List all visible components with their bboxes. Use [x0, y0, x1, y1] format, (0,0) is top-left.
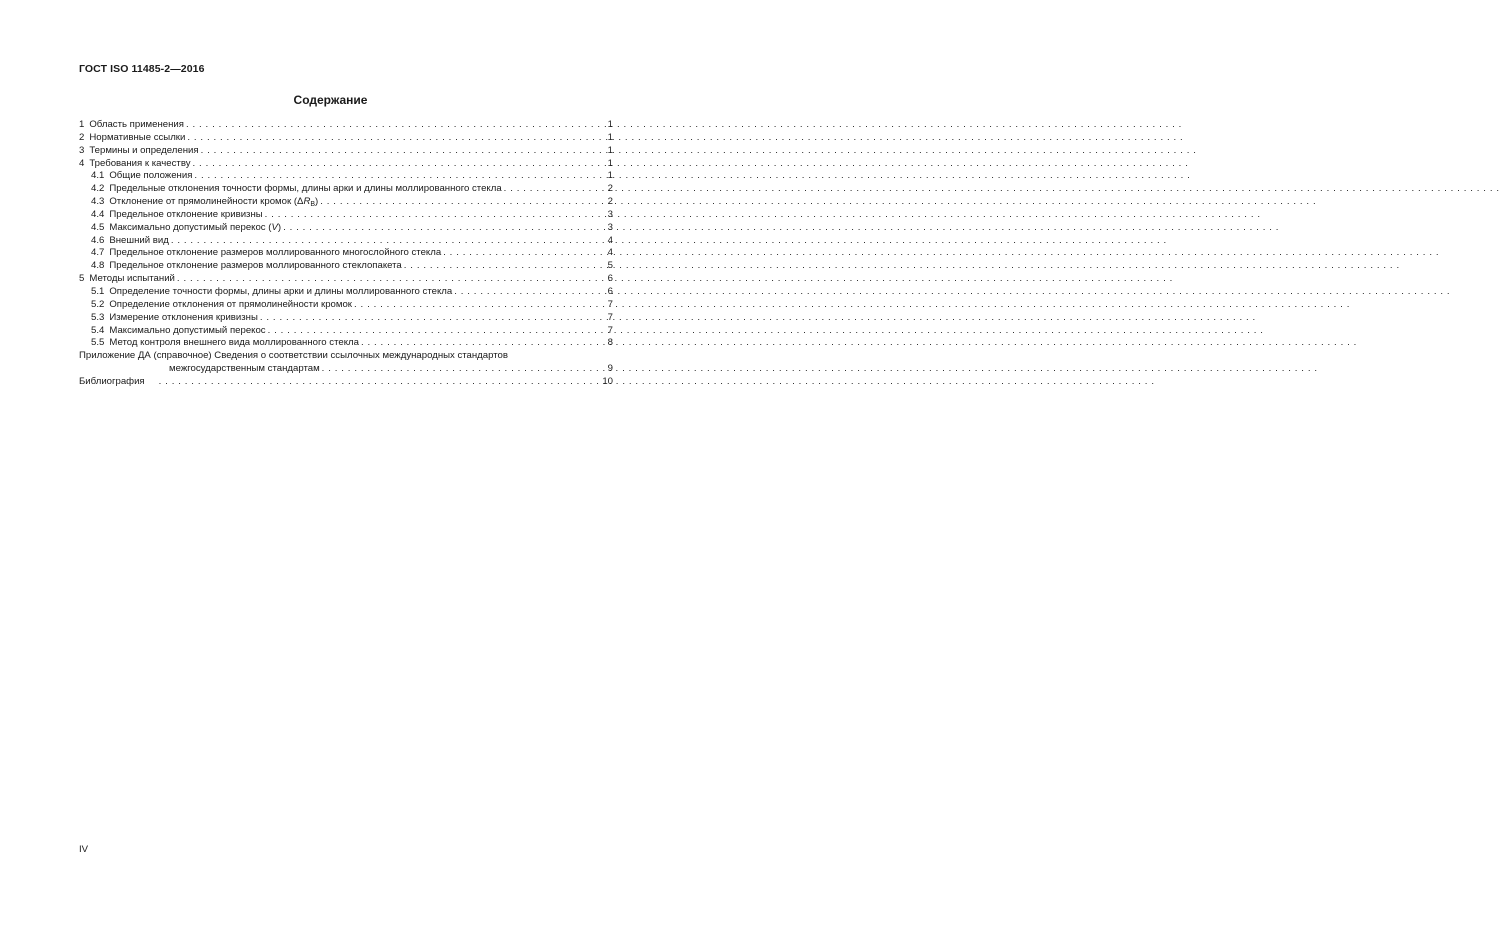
toc-label: Общие положения — [109, 170, 193, 182]
toc-title: Содержание — [293, 93, 368, 107]
toc-entry[interactable]: 3 Термины и определения . . . 1 — [79, 145, 613, 158]
toc-entry[interactable]: 4.8 Предельное отклонение размеров моллированного стеклопакета . . . 5 — [79, 260, 613, 273]
toc-annex-line1[interactable]: Приложение ДА (справочное) Сведения о соответствии ссылочных международных стандартов — [79, 350, 508, 362]
toc-entry[interactable]: 4 Требования к качеству . . . 1 — [79, 158, 613, 171]
toc-entry[interactable]: 5.5 Метод контроля внешнего вида моллированного стекла . . . 8 — [79, 337, 613, 350]
toc-page: 2 — [607, 196, 613, 208]
toc-entry[interactable]: 5.4 Максимально допустимый перекос . . . 7 — [79, 325, 613, 338]
toc-entry[interactable]: 4.7 Предельное отклонение размеров моллированного многослойного стекла . . . 4 — [79, 247, 613, 260]
page-number: IV — [79, 844, 89, 855]
toc-page: 1 — [607, 131, 613, 143]
toc-label: Максимально допустимый перекос (V) — [109, 221, 282, 233]
toc-entry[interactable]: 4.3 Отклонение от прямолинейности кромок $(\Delta R_B)$ . . . 2 — [79, 196, 613, 209]
toc-page: 7 — [607, 298, 613, 310]
toc-page: 1 — [607, 170, 613, 182]
toc-label: Измерение отклонения кривизны — [109, 311, 258, 323]
toc-page: 1 — [607, 144, 613, 156]
toc-page: 1 — [607, 157, 613, 169]
toc-label: Максимально допустимый перекос — [109, 324, 266, 336]
toc-entry[interactable]: 5.3 Измерение отклонения кривизны . . . 7 — [79, 312, 613, 325]
toc-entry[interactable]: 1 Область применения . . . 1 — [79, 119, 613, 132]
toc-page: 2 — [607, 183, 613, 195]
toc-page: 6 — [607, 285, 613, 297]
toc-bibliography[interactable] — [79, 376, 613, 389]
toc-page: 4 — [607, 247, 613, 259]
toc-page: 7 — [607, 311, 613, 323]
toc-label: межгосударственным стандартам — [169, 363, 320, 375]
toc-label: Предельное отклонение размеров моллированного стеклопакета — [109, 260, 402, 272]
toc-entry[interactable]: 4.4 Предельное отклонение кривизны . . . 3 — [79, 209, 613, 222]
toc-label: Отклонение от прямолинейности кромок $(\Delta R_B)$ — [109, 196, 319, 209]
toc-entry[interactable]: 2 Нормативные ссылки . . . 1 — [79, 132, 613, 145]
toc-entry[interactable]: 5 Методы испытаний . . . 6 — [79, 273, 613, 286]
toc-label: Термины и определения — [89, 144, 199, 156]
toc-page: 3 — [607, 221, 613, 233]
toc-page: 9 — [607, 363, 613, 375]
toc-entry[interactable]: 4.5 Максимально допустимый перекос (V) . . . 3 — [79, 222, 613, 235]
toc-label: Нормативные ссылки — [89, 131, 186, 143]
toc-page: 8 — [607, 337, 613, 349]
toc-label: Область применения — [89, 119, 184, 130]
toc-label: Библиография — [79, 375, 145, 387]
toc-page: 4 — [607, 234, 613, 246]
toc-label: Методы испытаний — [89, 273, 175, 285]
toc-label: Требования к качеству — [89, 157, 191, 169]
toc-label: Определение отклонения от прямолинейности кромок — [109, 298, 353, 310]
toc-entry[interactable]: 5.1 Определение точности формы, длины арки и длины моллированного стекла . . . 6 — [79, 286, 613, 299]
toc-entry[interactable]: 4.6 Внешний вид . . . 4 — [79, 235, 613, 248]
toc-entry[interactable]: 4.2 Предельные отклонения точности формы, длины арки и длины моллированного стекла . . . 2 — [79, 183, 613, 196]
toc-label: Метод контроля внешнего вида моллированного стекла — [109, 337, 359, 349]
toc-page: 3 — [607, 208, 613, 220]
toc-annex-line2[interactable] — [79, 363, 613, 376]
toc-label: Предельное отклонение кривизны — [109, 208, 263, 220]
document-header: ГОСТ ISO 11485-2—2016 — [79, 63, 205, 75]
toc-page: 1 — [607, 119, 613, 130]
toc-entry[interactable]: 5.2 Определение отклонения от прямолинейности кромок . . . 7 — [79, 299, 613, 312]
toc-label: Предельное отклонение размеров моллированного многослойного стекла — [109, 247, 442, 259]
toc-label: Предельные отклонения точности формы, длины арки и длины моллированного стекла — [109, 183, 502, 195]
toc-label: Внешний вид — [109, 234, 169, 246]
table-of-contents — [79, 119, 613, 389]
toc-page: 10 — [602, 375, 613, 387]
toc-entry[interactable]: 4.1 Общие положения . . . 1 — [79, 170, 613, 183]
toc-page: 5 — [607, 260, 613, 272]
toc-label: Определение точности формы, длины арки и длины моллированного стекла — [109, 285, 453, 297]
toc-page: 6 — [607, 273, 613, 285]
toc-page: 7 — [607, 324, 613, 336]
